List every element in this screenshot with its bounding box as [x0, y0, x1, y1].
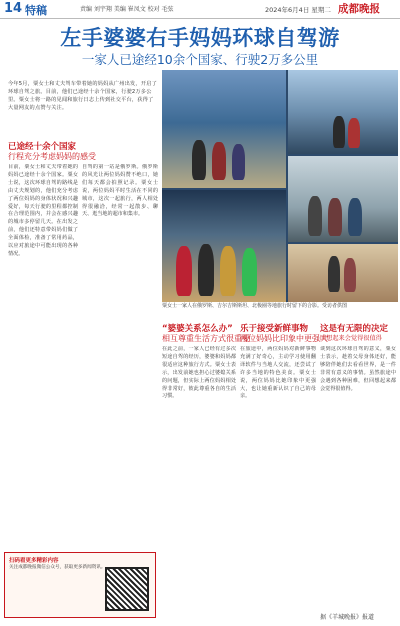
- section-subtitle-3: 两位妈妈比印象中更强大: [240, 334, 328, 343]
- section-title-3: 乐于接受新鲜事物: [240, 324, 309, 334]
- person-figure: [348, 118, 360, 148]
- section-name: 特稿: [25, 4, 47, 17]
- editors-credit: 责编 刘宇翔 美编 崔凤文 校对 毛弦: [80, 6, 174, 13]
- article-column-5: 谈到这次环球自驾的意义，粟女士表示，趁着父母身体还好，能够陪伴她们去看看世界，是一件非常有意义的事情。虽然旅途中会遇到各种困难，但回想起来都会觉得很值得。: [320, 346, 396, 392]
- article-column-4: 在旅途中，两位妈妈对新鲜事物充满了好奇心，主动学习使用翻译软件与当地人交流，还尝试了许多当地的特色美食。粟女士说，两位妈妈比她印象中更强大，也让她重新认识了自己的母亲。: [240, 346, 316, 400]
- person-figure: [242, 248, 257, 296]
- article-column-2: 自驾的第一站是俄罗斯。俄罗斯的风光让两位妈妈赞不绝口，她们每天都会拍照记录。粟女士说，两位妈妈平时生活在不同的城市，这次一起旅行，两人相处得很融洽，经常一起散步、聊天、逛当地的超市和集市。: [82, 164, 158, 218]
- person-figure: [220, 246, 236, 296]
- section-subtitle-4: 回想起来会觉得很值得: [320, 335, 382, 342]
- person-figure: [333, 116, 345, 148]
- person-figure: [212, 142, 226, 180]
- issue-date: 2024年6月4日 星期二: [265, 6, 331, 14]
- section-subtitle-2: 相互尊重生活方式很重要: [162, 334, 250, 343]
- person-figure: [308, 196, 322, 236]
- person-figure: [328, 198, 342, 236]
- photo-collage: [162, 70, 398, 302]
- person-figure: [192, 140, 206, 180]
- person-figure: [328, 256, 340, 292]
- photo-arctic: [288, 156, 398, 242]
- section-title-1: 已途经十余个国家: [8, 142, 77, 152]
- person-figure: [348, 198, 362, 236]
- person-figure: [198, 244, 214, 296]
- person-figure: [232, 144, 245, 180]
- person-figure: [176, 246, 192, 296]
- photo-mountains: [288, 70, 398, 154]
- article-column-3: 在此之前，一家人已经有过多次短途自驾的经历，婆婆和妈妈都很适应这种旅行方式。粟女士表示，出发前她也担心过婆媳关系的问题，但实际上两位妈妈相处得非常好，彼此尊重各自的生活习惯。: [162, 346, 236, 400]
- source-note: 据《羊城晚报》报道: [320, 614, 375, 621]
- section-title-4: 这是有无限的决定: [320, 324, 389, 334]
- section-title-2: “婆婆关系怎么办”: [162, 324, 233, 334]
- lead-paragraph: 今年5月，粟女士和丈夫驾车带着她的妈妈从广州出发，开启了环球自驾之旅。目前，他们已途经十余个国家，行驶2万多公里。粟女士将一路的见闻和旅行日志上传到社交平台，获得了大量网友的点赞与关注。: [8, 81, 157, 111]
- section-subtitle-1: 行程充分考虑妈妈的感受: [8, 152, 96, 161]
- person-figure: [344, 258, 356, 292]
- article-column-1: 目前，粟女士和丈夫带着她的妈妈已途经十余个国家。粟女士说，这次环球自驾的路线是由丈夫规划的，他们充分考虑了两位妈妈的身体状况和兴趣爱好，每天行驶的里程都控制在合理范围内，并会在感兴趣的城市多停留几天。在出发之前，他们还特意带妈妈们做了全面体检，准备了常用药品，以应对旅途中可能出现的各种情况。: [8, 164, 78, 257]
- page-number: 14: [4, 1, 23, 16]
- subheadline: 一家人已途经10余个国家、行驶2万多公里: [81, 52, 319, 67]
- ad-title: 扫码看更多精彩内容: [9, 558, 59, 564]
- masthead-logo: 成都晚报: [338, 3, 380, 15]
- ad-text: 关注成都晚报微信公众号，获取更多新闻资讯。: [9, 565, 106, 570]
- photo-road: [162, 70, 286, 188]
- photo-desert: [288, 244, 398, 302]
- headline: 左手婆婆右手妈妈环球自驾游: [60, 26, 340, 50]
- photo-caption: 粟女士一家人在俄罗斯、吉尔吉斯斯坦、北极圈等地旅行时留下的合影。受访者供图: [162, 303, 348, 309]
- page-header: [0, 0, 400, 19]
- qr-advertisement[interactable]: [4, 552, 156, 618]
- photo-family-group: [162, 190, 286, 302]
- qr-code-icon[interactable]: [105, 567, 149, 611]
